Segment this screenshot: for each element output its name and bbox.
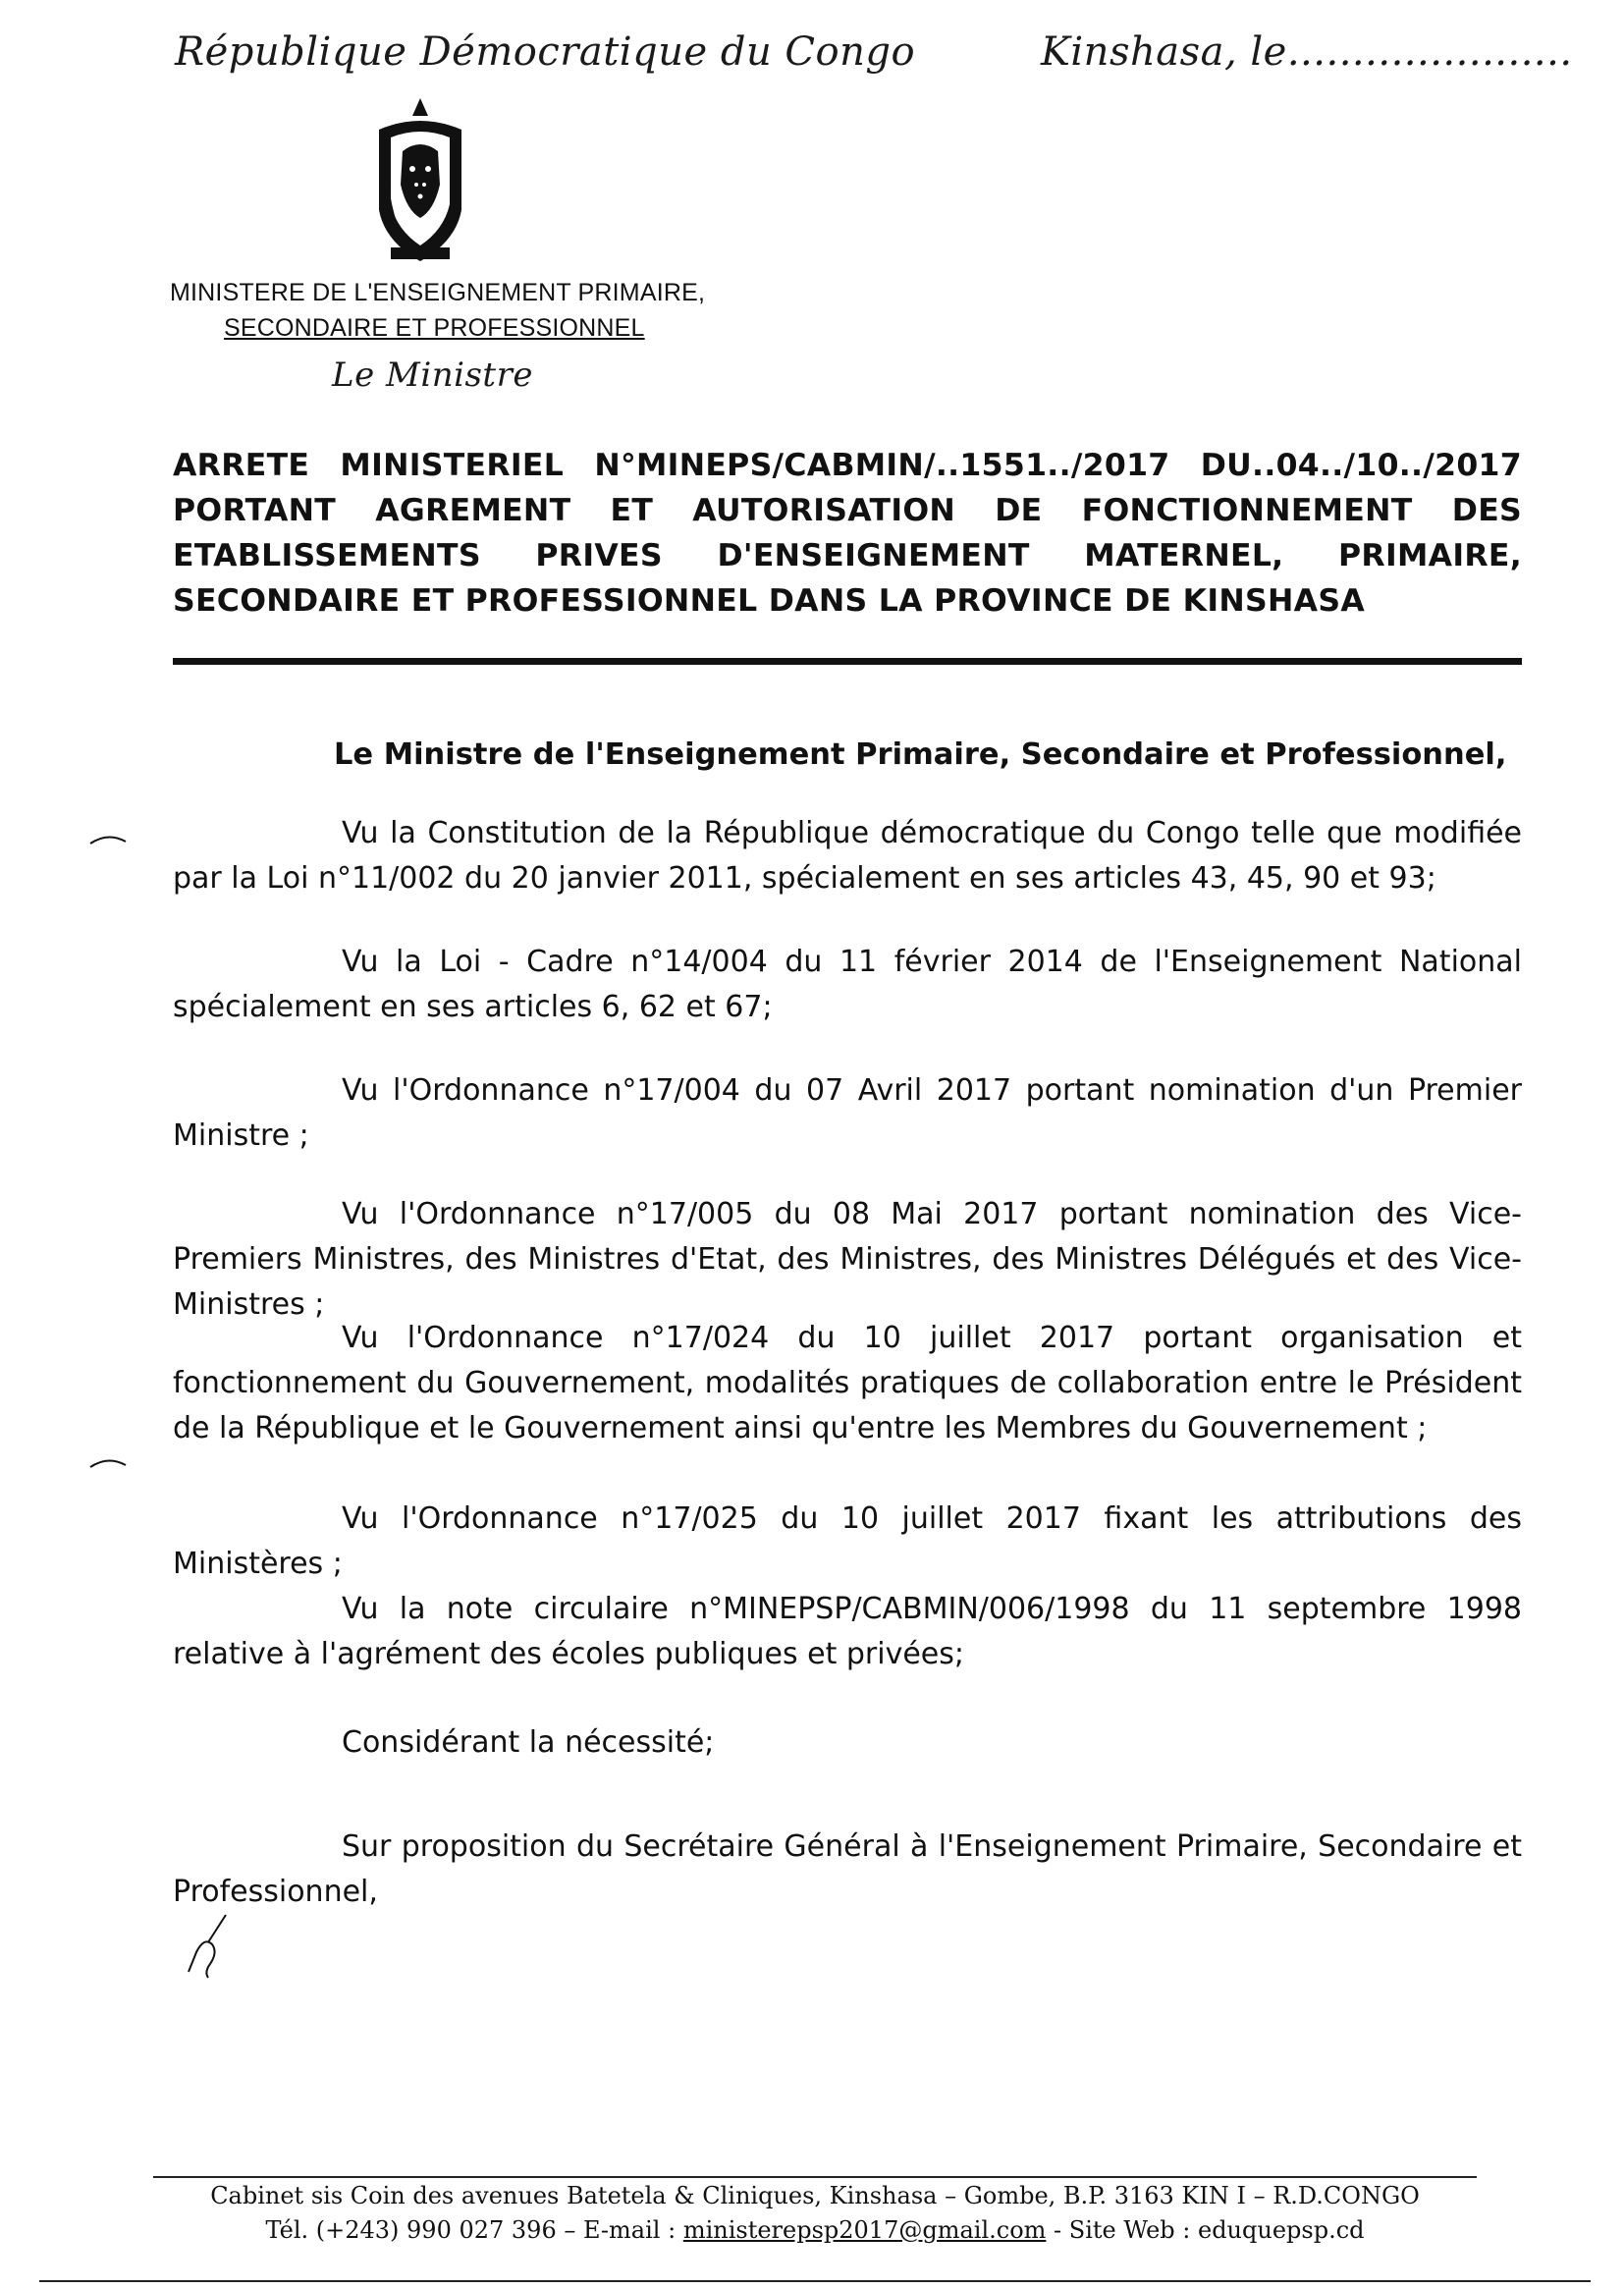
footer-divider (153, 2176, 1477, 2178)
place-date: Kinshasa, le...................... (1041, 29, 1573, 75)
leopard-head-emblem-icon (361, 94, 479, 267)
page-bottom-divider (39, 2280, 1591, 2282)
margin-mark-icon (88, 1454, 128, 1473)
handwritten-initials-icon (183, 1913, 242, 1986)
preamble-constitution: Vu la Constitution de la République démocratique du Congo telle que modifiée par la Loi n°11/002 du 20 janvier 2011, spécialement en ses articles 43, 45, 90 et 93; (173, 816, 1522, 896)
footer-email-link[interactable]: ministerepsp2017@gmail.com (682, 2216, 1047, 2244)
footer-website: - Site Web : eduquepsp.cd (1046, 2216, 1365, 2244)
signatory-title: Le Ministre (332, 355, 533, 395)
minister-heading: Le Ministre de l'Enseignement Primaire, Secondaire et Professionnel, (334, 737, 1507, 772)
decree-subject: PORTANT AGREMENT ET AUTORISATION DE FONCTIONNEMENT DES ETABLISSEMENTS PRIVES D'ENSEIGNEMENT MATERNEL, PRIMAIRE, SECONDAIRE ET PROFESSIONNEL DANS LA PROVINCE DE KINSHASA (173, 493, 1522, 619)
ministry-name-line2: SECONDAIRE ET PROFESSIONNEL (224, 314, 645, 342)
considerant: Considérant la nécessité; (342, 1725, 715, 1760)
footer-address: Cabinet sis Coin des avenues Batetela & Cliniques, Kinshasa – Gombe, B.P. 3163 KIN I – R.D.CONGO (210, 2182, 1420, 2209)
preamble-ordonnance-17-025: Vu l'Ordonnance n°17/025 du 10 juillet 2017 fixant les attributions des Ministères ; (173, 1501, 1522, 1581)
margin-mark-icon (88, 831, 128, 849)
decree-title (173, 443, 1522, 624)
title-divider (173, 658, 1522, 665)
preamble-note-circulaire: Vu la note circulaire n°MINEPSP/CABMIN/006/1998 du 11 septembre 1998 relative à l'agrément des écoles publiques et privées; (173, 1592, 1522, 1671)
preamble-ordonnance-17-024: Vu l'Ordonnance n°17/024 du 10 juillet 2017 portant organisation et fonctionnement du Gouvernement, modalités pratiques de collaboration entre le Président de la République et le Gouvernement ainsi qu'entre les Membres du Gouvernement ; (173, 1321, 1522, 1445)
proposition: Sur proposition du Secrétaire Général à l'Enseignement Primaire, Secondaire et Professionnel, (173, 1829, 1522, 1909)
country-name: République Démocratique du Congo (175, 29, 916, 75)
ministry-name-line1: MINISTERE DE L'ENSEIGNEMENT PRIMAIRE, (170, 279, 706, 306)
preamble-loi-cadre: Vu la Loi - Cadre n°14/004 du 11 février 2014 de l'Enseignement National spécialement en ses articles 6, 62 et 67; (173, 945, 1522, 1024)
footer-phone: Tél. (+243) 990 027 396 – E-mail : (265, 2216, 683, 2244)
preamble-ordonnance-17-004: Vu l'Ordonnance n°17/004 du 07 Avril 2017 portant nomination d'un Premier Ministre ; (173, 1073, 1522, 1153)
preamble-ordonnance-17-005: Vu l'Ordonnance n°17/005 du 08 Mai 2017 portant nomination des Vice-Premiers Ministres, des Ministres d'Etat, des Ministres, des Ministres Délégués et des Vice-Ministres ; (173, 1197, 1522, 1322)
footer-contact (153, 2216, 1477, 2244)
decree-number: ARRETE MINISTERIEL N°MINEPS/CABMIN/..1551../2017 DU..04../10../2017 (173, 448, 1522, 483)
